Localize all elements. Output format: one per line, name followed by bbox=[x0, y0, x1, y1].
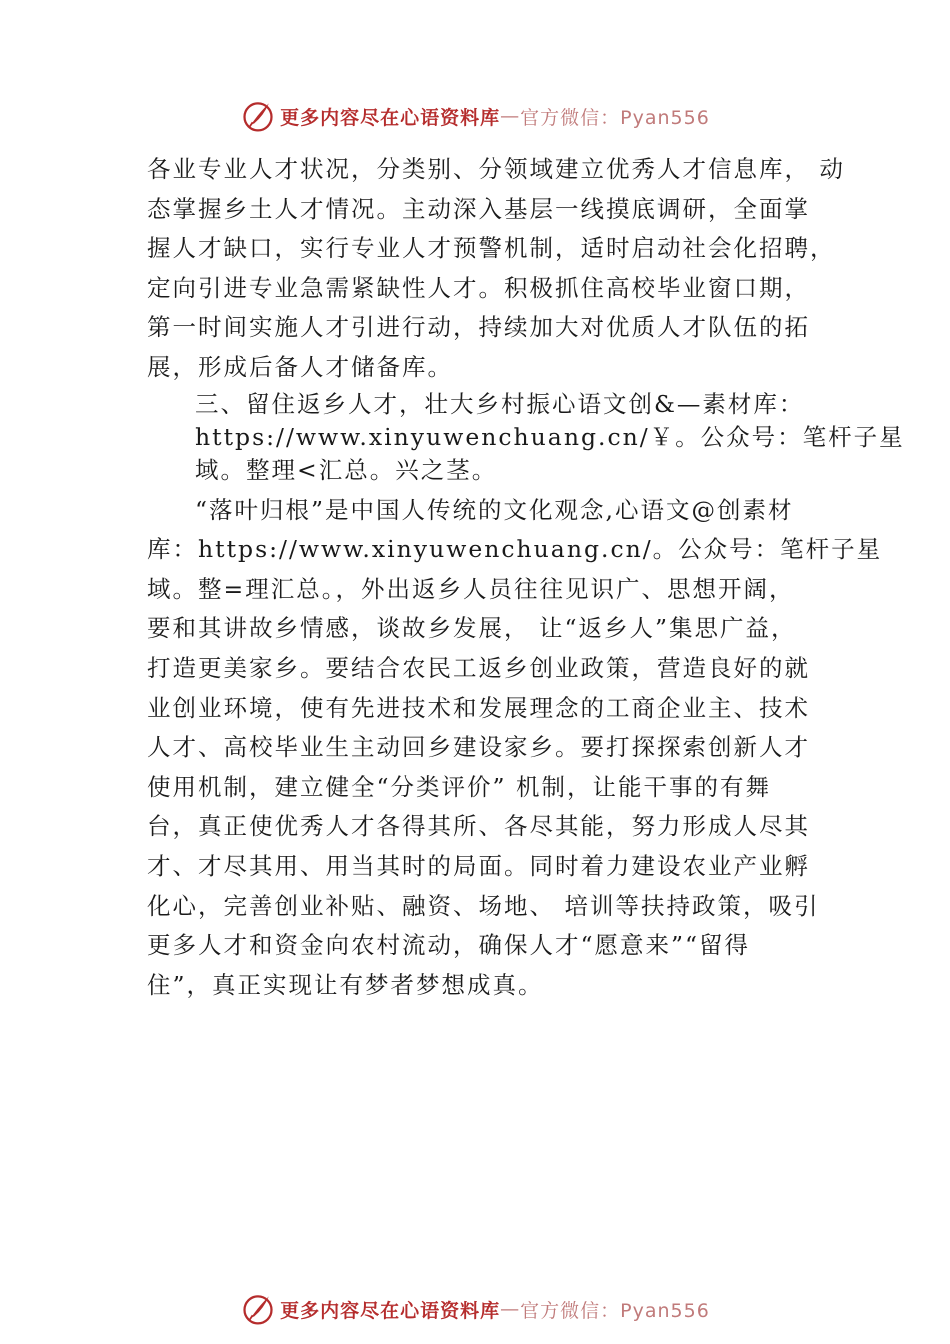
heading-line: https://www.xinyuwenchuang.cn/￥。公众号：笔杆子星 bbox=[195, 422, 905, 451]
paragraph-2 bbox=[147, 491, 883, 1006]
text-line: 态掌握乡土人才情况。主动深入基层一线摸底调研，全面掌 bbox=[147, 194, 810, 223]
header-banner bbox=[0, 94, 950, 138]
quill-logo-icon bbox=[240, 98, 276, 134]
text-line: 才、才尽其用、用当其时的局面。同时着力建设农业产业孵 bbox=[147, 851, 810, 880]
text-line: 定向引进专业急需紧缺性人才。积极抓住高校毕业窗口期， bbox=[147, 273, 810, 302]
paragraph-1 bbox=[147, 150, 847, 388]
document-body bbox=[147, 150, 905, 1005]
text-line: 域。整=理汇总。，外出返乡人员往往见识广、思想开阔， bbox=[147, 574, 795, 603]
text-line: 人才、高校毕业生主动回乡建设家乡。要打探探索创新人才 bbox=[147, 733, 810, 762]
footer-title: 更多内容尽在心语资料库 bbox=[280, 1299, 501, 1322]
text-line: 握人才缺口，实行专业人才预警机制，适时启动社会化招聘， bbox=[147, 234, 836, 263]
footer-banner bbox=[0, 1287, 950, 1331]
header-title: 更多内容尽在心语资料库 bbox=[280, 106, 501, 129]
text-line: “落叶归根”是中国人传统的文化观念,心语文@创素材 bbox=[195, 495, 794, 524]
text-line: 业创业环境，使有先进技术和发展理念的工商企业主、技术 bbox=[147, 693, 810, 722]
header-dash: — bbox=[500, 105, 521, 127]
heading-line: 三、留住返乡人才，壮大乡村振心语文创&—素材库： bbox=[195, 389, 805, 418]
section-heading bbox=[147, 388, 905, 487]
footer-dash: — bbox=[500, 1298, 521, 1320]
footer-wechat: 官方微信：Pyan556 bbox=[520, 1299, 710, 1322]
text-line: 要和其讲故乡情感，谈故乡发展， 让“返乡人”集思广益， bbox=[147, 614, 797, 643]
text-line: 住”，真正实现让有梦者梦想成真。 bbox=[147, 970, 544, 999]
text-line: 化心，完善创业补贴、融资、场地、 培训等扶持政策，吸引 bbox=[147, 891, 820, 920]
text-line: 使用机制，建立健全“分类评价” 机制，让能干事的有舞 bbox=[147, 772, 771, 801]
text-line: 库：https://www.xinyuwenchuang.cn/。公众号：笔杆子星 bbox=[147, 535, 883, 564]
heading-line: 域。整理<汇总。兴之茎。 bbox=[195, 455, 498, 484]
text-line: 第一时间实施人才引进行动，持续加大对优质人才队伍的拓 bbox=[147, 313, 810, 342]
text-line: 打造更美家乡。要结合农民工返乡创业政策，营造良好的就 bbox=[147, 653, 810, 682]
text-line: 各业专业人才状况，分类别、分领域建立优秀人才信息库， 动 bbox=[147, 155, 845, 183]
text-line: 台，真正使优秀人才各得其所、各尽其能，努力形成人尽其 bbox=[147, 812, 810, 841]
quill-logo-icon bbox=[240, 1291, 276, 1327]
text-line: 展，形成后备人才储备库。 bbox=[147, 352, 453, 381]
text-line: 更多人才和资金向农村流动，确保人才“愿意来”“留得 bbox=[147, 931, 751, 960]
header-wechat: 官方微信：Pyan556 bbox=[520, 106, 710, 129]
